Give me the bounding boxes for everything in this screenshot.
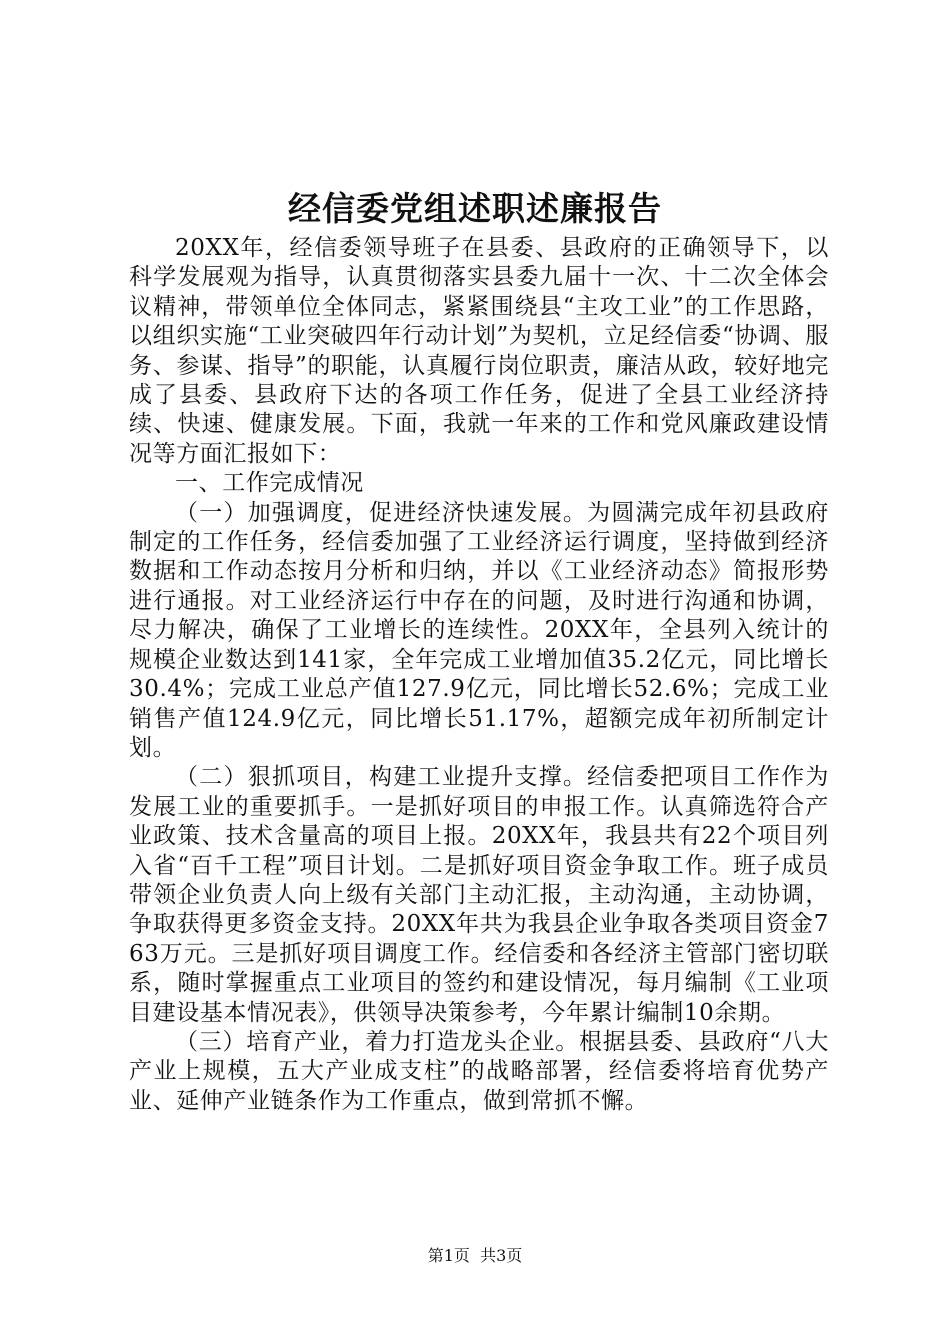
paragraph-dispatch: （一）加强调度，促进经济快速发展。为圆满完成年初县政府制定的工作任务，经信委加强了工业经济运行调度，坚持做到经济数据和工作动态按月分析和归纳，并以《工业经济动态》简报形势进行通报。对工业经济运行中存在的问题，及时进行沟通和协调，尽力解决，确保了工业增长的连续性。20XX年，全县列入统计的规模企业数达到141家，全年完成工业增加值35.2亿元，同比增长30.4%；完成工业总产值127.9亿元，同比增长52.6%；完成工业销售产值124.9亿元，同比增长51.17%，超额完成年初所制定计划。 bbox=[129, 499, 829, 761]
document-title: 经信委党组述职述廉报告 bbox=[288, 189, 662, 228]
paragraph-projects: （二）狠抓项目，构建工业提升支撑。经信委把项目工作作为发展工业的重要抓手。一是抓好项目的申报工作。认真筛选符合产业政策、技术含量高的项目上报。20XX年，我县共有22个项目列入省“百千工程”项目计划。二是抓好项目资金争取工作。班子成员带领企业负责人向上级有关部门主动汇报，主动沟通，主动协调，争取获得更多资金支持。20XX年共为我县企业争取各类项目资金763万元。三是抓好项目调度工作。经信委和各经济主管部门密切联系，随时掌握重点工业项目的签约和建设情况，每月编制《工业项目建设基本情况表》，供领导决策参考，今年累计编制10余期。 bbox=[129, 764, 829, 1026]
page-total: 共3页 bbox=[480, 1246, 523, 1265]
page-number: 第1页 bbox=[427, 1246, 470, 1265]
section-heading: 一、工作完成情况 bbox=[175, 470, 364, 497]
document-body bbox=[129, 234, 829, 1116]
page-footer bbox=[0, 1246, 950, 1266]
paragraph-intro: 20XX年，经信委领导班子在县委、县政府的正确领导下，以科学发展观为指导，认真贯彻落实县委九届十一次、十二次全体会议精神，带领单位全体同志，紧紧围绕县“主攻工业”的工作思路，以组织实施“工业突破四年行动计划”为契机，立足经信委“协调、服务、参谋、指导”的职能，认真履行岗位职责，廉洁从政，较好地完成了县委、县政府下达的各项工作任务，促进了全县工业经济持续、快速、健康发展。下面，我就一年来的工作和党风廉政建设情况等方面汇报如下： bbox=[129, 235, 829, 467]
paragraph-industry: （三）培育产业，着力打造龙头企业。根据县委、县政府“八大产业上规模，五大产业成支柱”的战略部署，经信委将培育优势产业、延伸产业链条作为工作重点，做到常抓不懈。 bbox=[129, 1028, 829, 1114]
